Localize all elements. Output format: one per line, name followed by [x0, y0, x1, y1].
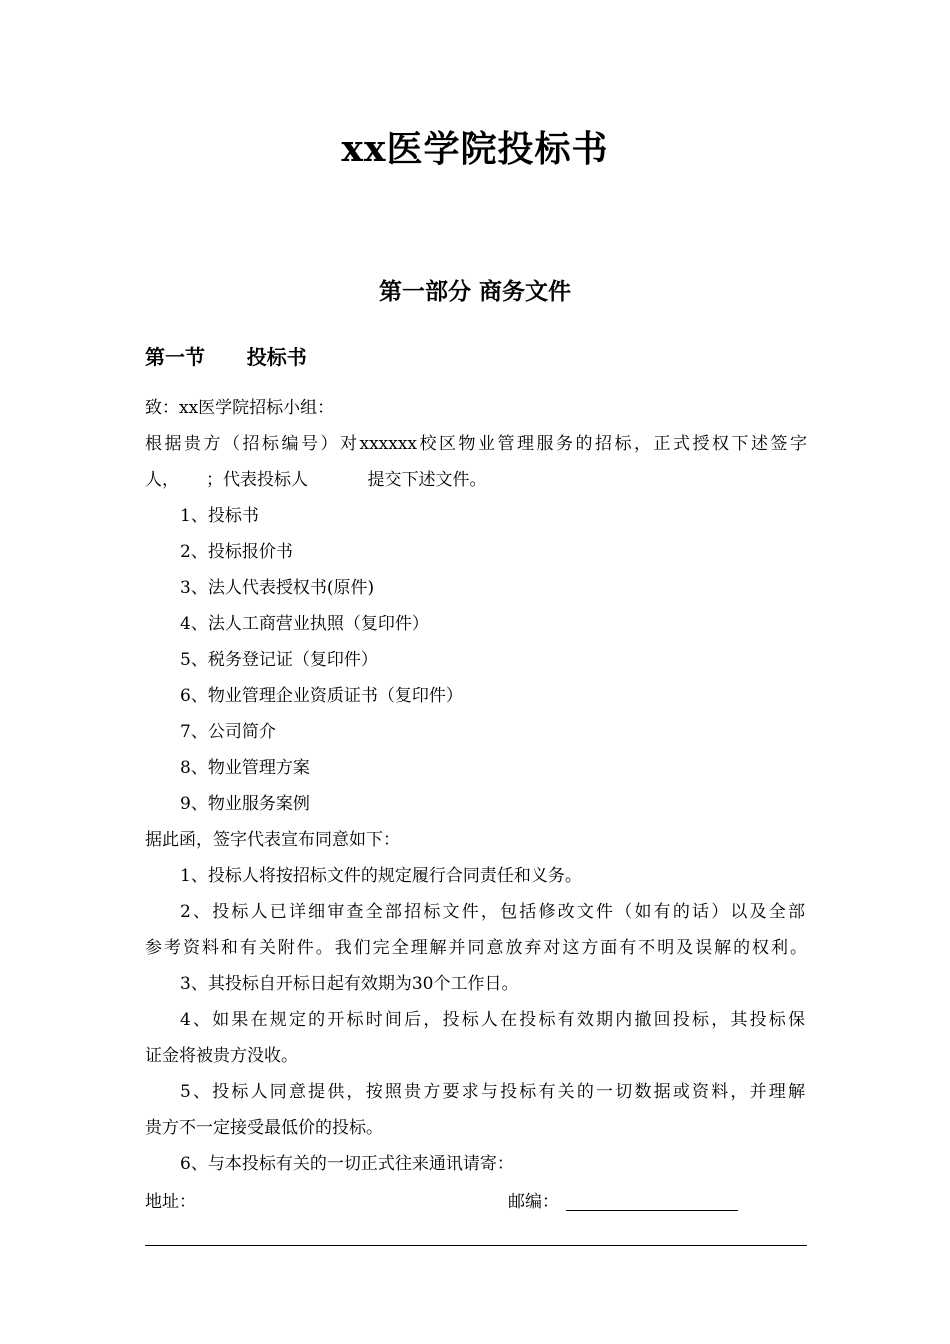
term-5-line-2: 贵方不一定接受最低价的投标。 — [145, 1118, 383, 1138]
term-4-line-1: 4、如果在规定的开标时间后，投标人在投标有效期内撤回投标，其投标保 — [180, 1010, 805, 1030]
address-label: 地址： — [145, 1192, 196, 1212]
intro-line-1: 根据贵方（招标编号）对xxxxxx校区物业管理服务的招标，正式授权下述签字 — [145, 434, 807, 454]
term-5-line-1: 5、投标人同意提供，按照贵方要求与投标有关的一切数据或资料，并理解 — [180, 1082, 805, 1102]
salutation: 致：xx医学院招标小组： — [145, 398, 335, 418]
list-item: 5、税务登记证（复印件） — [180, 650, 378, 670]
address-blank-line — [145, 1245, 807, 1246]
part-title: 第一部分 商务文件 — [378, 278, 571, 305]
list-item: 2、投标报价书 — [180, 542, 293, 562]
postcode-label: 邮编： — [508, 1192, 559, 1212]
list-item: 1、投标书 — [180, 506, 259, 526]
list-item: 9、物业服务案例 — [180, 794, 310, 814]
list-item: 7、公司简介 — [180, 722, 276, 742]
section-title: 第一节 投标书 — [145, 345, 307, 369]
list-item: 8、物业管理方案 — [180, 758, 310, 778]
term-2-line-2: 参考资料和有关附件。我们完全理解并同意放弃对这方面有不明及误解的权利。 — [145, 938, 807, 958]
intro-line-2: 人， ；代表投标人 提交下述文件。 — [145, 470, 487, 490]
term-1: 1、投标人将按招标文件的规定履行合同责任和义务。 — [180, 866, 582, 886]
list-item: 6、物业管理企业资质证书（复印件） — [180, 686, 463, 706]
term-4-line-2: 证金将被贵方没收。 — [145, 1046, 298, 1066]
list-item: 4、法人工商营业执照（复印件） — [180, 614, 429, 634]
postcode-blank-line — [566, 1210, 738, 1211]
list-item: 3、法人代表授权书(原件) — [180, 578, 375, 598]
document-title: xx医学院投标书 — [341, 128, 609, 170]
term-3: 3、其投标自开标日起有效期为30个工作日。 — [180, 974, 519, 994]
declaration-intro: 据此函，签字代表宣布同意如下： — [145, 830, 400, 850]
term-2-line-1: 2、投标人已详细审查全部招标文件，包括修改文件（如有的话）以及全部 — [180, 902, 805, 922]
term-6: 6、与本投标有关的一切正式往来通讯请寄： — [180, 1154, 514, 1174]
